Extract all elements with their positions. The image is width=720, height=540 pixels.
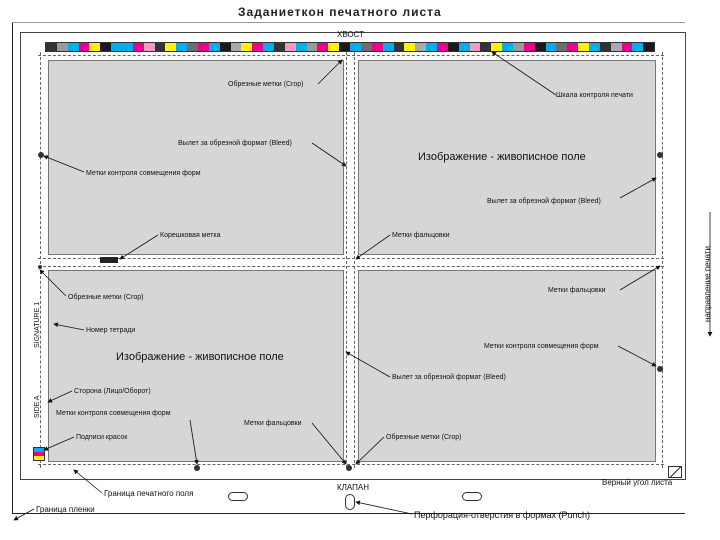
- image-field-label-bottom-left: Изображение - живописное поле: [116, 351, 284, 363]
- page-title: Заданиеткон печатного листа: [238, 5, 442, 19]
- label-ink-sign: Подписи красок: [76, 434, 128, 441]
- label-spine-mark: Корешковая метка: [160, 232, 221, 239]
- label-gripper: КЛАПАН: [337, 483, 370, 492]
- label-registration-bottom-left: Метки контроля совмещения форм: [56, 410, 171, 417]
- label-film-border: Граница пленки: [36, 505, 95, 514]
- label-crop-left: Обрезные метки (Crop): [68, 294, 144, 301]
- label-crop-top: Обрезные метки (Crop): [228, 81, 304, 88]
- image-field-label-top-right: Изображение - живописное поле: [418, 151, 586, 163]
- signature-label: SIGNATURE 1: [34, 301, 41, 348]
- label-bleed-top-left: Вылет за обрезной формат (Bleed): [178, 140, 292, 147]
- side-label: SIDE A: [34, 395, 41, 418]
- label-color-bar: Шкала контроля печати: [556, 92, 633, 99]
- label-registration-right: Метки контроля совмещения форм: [484, 343, 599, 350]
- label-fold-bottom: Метки фальцовки: [244, 420, 302, 427]
- label-print-field-border: Граница печатного поля: [104, 489, 194, 498]
- label-signature-number: Номер тетради: [86, 327, 136, 334]
- tail-label: ХВОСТ: [337, 30, 365, 39]
- label-sheet-corner: Верный угол листа: [602, 478, 673, 487]
- label-fold-center: Метки фальцовки: [392, 232, 450, 239]
- label-registration-top-left: Метки контроля совмещения форм: [86, 170, 201, 177]
- label-bleed-right: Вылет за обрезной формат (Bleed): [487, 198, 601, 205]
- print-direction-label: направление печати: [703, 246, 712, 322]
- label-bleed-center: Вылет за обрезной формат (Bleed): [392, 374, 506, 381]
- label-side-face: Сторона (Лицо/Оборот): [74, 388, 151, 395]
- label-punch: Перфорация-отверстия в формах (Punch): [414, 510, 591, 520]
- label-crop-bottom: Обрезные метки (Crop): [386, 434, 462, 441]
- label-fold-right: Метки фальцовки: [548, 287, 606, 294]
